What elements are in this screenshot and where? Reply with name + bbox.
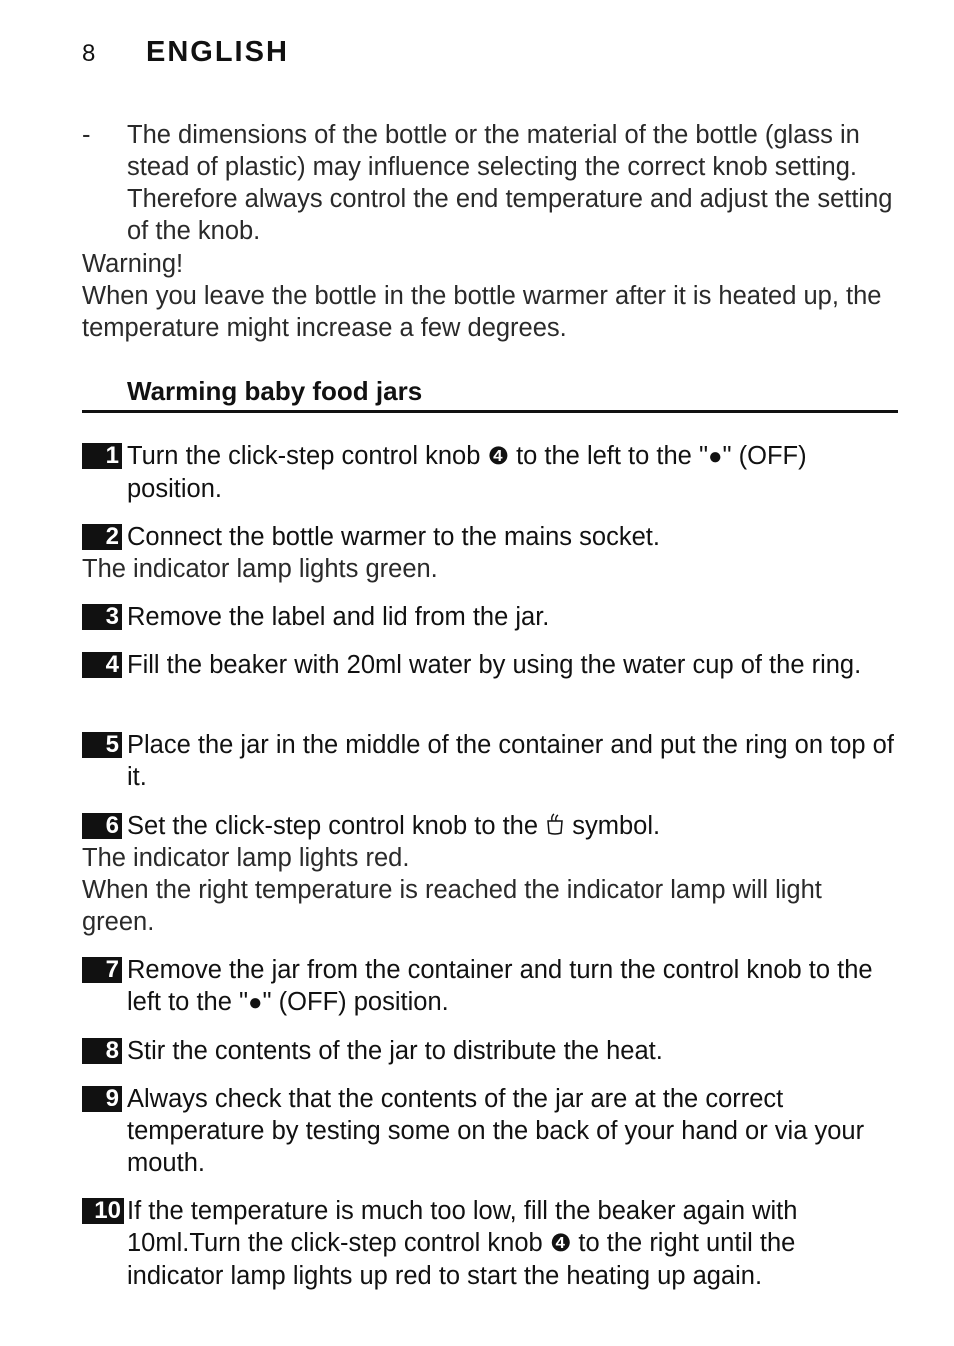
step-1 <box>82 440 897 505</box>
step-10 <box>82 1195 897 1292</box>
knob-4-icon: ❹ <box>549 1230 572 1257</box>
step-text <box>127 1195 897 1292</box>
section-divider <box>82 410 898 413</box>
step-text <box>127 440 897 505</box>
bullet-dash: - <box>82 121 91 149</box>
step-note: The indicator lamp lights green. <box>82 555 438 583</box>
warning-text: When you leave the bottle in the bottle warmer after it is heated up, the temperature might increase a few degrees. <box>82 282 882 342</box>
language-heading: ENGLISH <box>146 36 289 68</box>
step-text-part: Remove the jar from the container and turn the control knob to the left to the " <box>127 956 873 1016</box>
step-text: Always check that the contents of the jar are at the correct temperature by testing some on the back of your hand or via your mouth. <box>127 1085 865 1177</box>
step-text-part: " (OFF) position. <box>127 442 807 503</box>
step-number: 10 <box>82 1198 124 1224</box>
step-text: Stir the contents of the jar to distribute the heat. <box>127 1037 663 1065</box>
step-number: 6 <box>82 813 122 839</box>
step-number: 8 <box>82 1038 122 1064</box>
step-4 <box>82 649 897 681</box>
warning-label: Warning! <box>82 250 184 278</box>
step-text <box>127 810 897 843</box>
step-7 <box>82 954 897 1019</box>
step-text: Remove the label and lid from the jar. <box>127 603 550 631</box>
step-number: 2 <box>82 524 122 550</box>
step-9 <box>82 1083 897 1179</box>
step-3 <box>82 601 897 633</box>
page-header <box>82 36 289 76</box>
step-text: Connect the bottle warmer to the mains socket. <box>127 523 660 551</box>
step-text: Fill the beaker with 20ml water by using the water cup of the ring. <box>127 651 862 679</box>
step-text-part: to the right until the indicator lamp lights up red to start the heating up again. <box>127 1229 796 1290</box>
step-text-part: Set the click-step control knob to the <box>127 812 546 840</box>
step-6 <box>82 810 897 843</box>
step-number: 1 <box>82 443 122 469</box>
jar-symbol-icon <box>545 811 565 843</box>
step-2 <box>82 521 897 553</box>
page-number: 8 <box>82 40 96 67</box>
step-text-part: Turn the click-step control knob <box>127 442 488 470</box>
step-note: When the right temperature is reached the indicator lamp will light green. <box>82 876 822 936</box>
step-number: 5 <box>82 732 122 758</box>
step-note: The indicator lamp lights red. <box>82 844 410 872</box>
step-text-part: symbol. <box>565 812 661 840</box>
step-5 <box>82 729 897 793</box>
off-dot-icon: ● <box>708 443 723 470</box>
step-text: Place the jar in the middle of the container and put the ring on top of it. <box>127 731 894 791</box>
off-dot-icon: ● <box>248 989 263 1016</box>
intro-bullet-text: The dimensions of the bottle or the material of the bottle (glass in stead of plastic) may influence selecting the correct knob setting. Therefore always control the end temperature and adjust the setting of the knob. <box>127 121 893 245</box>
step-text <box>127 954 897 1019</box>
step-number: 4 <box>82 652 122 678</box>
step-text-part: If the temperature is much too low, fill the beaker again with 10ml.Turn the click-step control knob <box>127 1197 798 1257</box>
step-number: 3 <box>82 604 122 630</box>
step-number: 9 <box>82 1086 122 1112</box>
step-8 <box>82 1035 897 1067</box>
knob-4-icon: ❹ <box>487 443 509 470</box>
section-title: Warming baby food jars <box>127 376 423 406</box>
step-text-part: " (OFF) position. <box>262 988 449 1016</box>
step-number: 7 <box>82 957 122 983</box>
step-text-part: to the left to the " <box>508 442 708 470</box>
